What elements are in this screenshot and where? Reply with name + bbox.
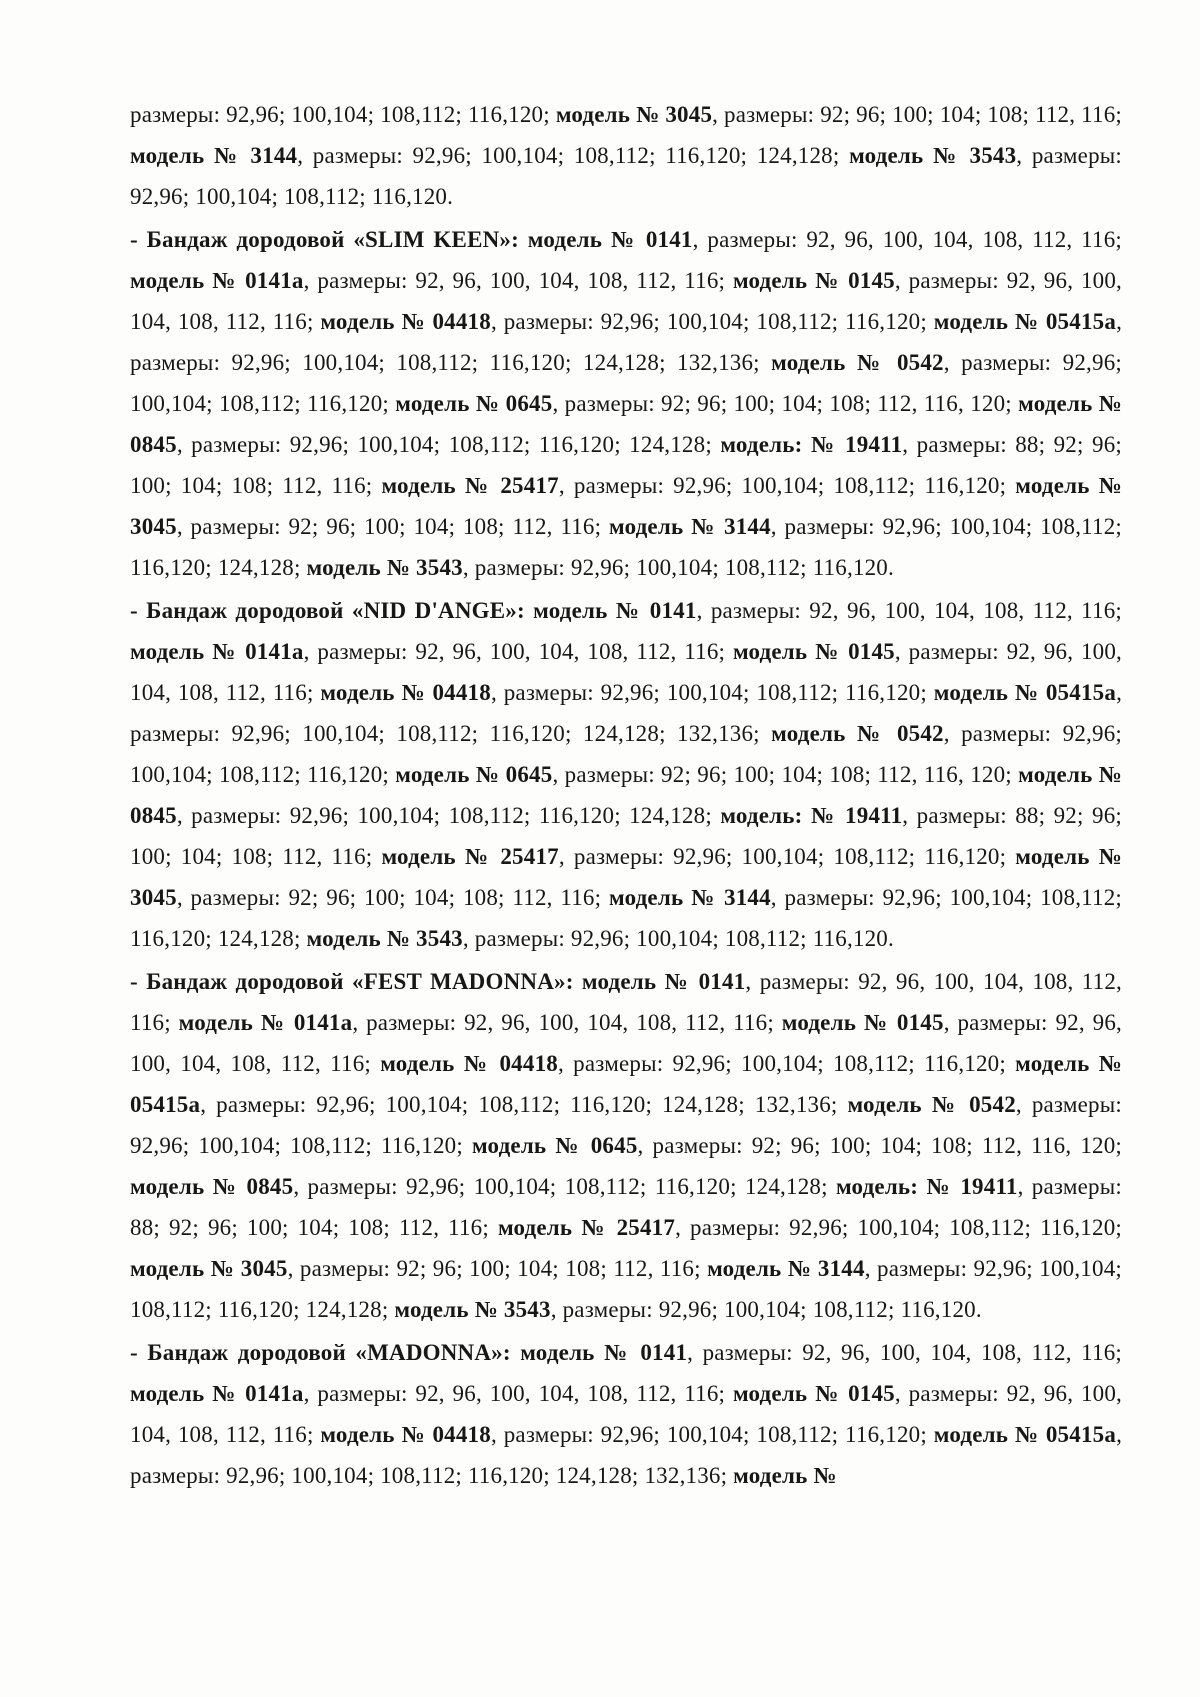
model-number: модель № 0542 [771, 350, 944, 375]
sizes-text: , размеры: 92,96; 100,104; 108,112; 116,120; [130, 721, 1122, 787]
sizes-text: , размеры: 92,96; 100,104; 108,112; 116,120. [550, 1297, 982, 1322]
paragraph-continued-sizes [130, 94, 1122, 217]
sizes-text: , размеры: 92, 96, 100, 104, 108, 112, 116; [692, 227, 1122, 252]
sizes-text: , размеры: 92,96; 100,104; 108,112; 116,120; 124,128; 132,136; [130, 680, 1123, 746]
sizes-text: , размеры: 92, 96, 100, 104, 108, 112, 116; [303, 1381, 733, 1406]
model-number: модель: № 19411 [835, 1174, 1018, 1199]
sizes-text: , размеры: 92, 96, 100, 104, 108, 112, 116; [130, 268, 1123, 334]
sizes-text: , размеры: 92,96; 100,104; 108,112; 116,120; [490, 309, 934, 334]
model-number: модель № 3144 [130, 143, 298, 168]
model-number: модель № 0645 [395, 762, 553, 787]
sizes-text: , размеры: 92,96; 100,104; 108,112; 116,120; 124,128; 132,136; [130, 309, 1123, 375]
sizes-text: , размеры: 92,96; 100,104; 108,112; 116,120; 124,128; [130, 1256, 1122, 1322]
model-number: модель № 3543 [849, 143, 1017, 168]
sizes-text: , размеры: 92,96; 100,104; 108,112; 116,120; [490, 680, 934, 705]
model-number: модель № 0542 [771, 721, 944, 746]
sizes-text: , размеры: 92; 96; 100; 104; 108; 112, 116; [287, 1256, 708, 1281]
sizes-text: , размеры: 92,96; 100,104; 108,112; 116,120; [130, 350, 1122, 416]
sizes-text: , размеры: 92,96; 100,104; 108,112; 116,120. [130, 143, 1123, 209]
sizes-text: , размеры: 92; 96; 100; 104; 108; 112, 116, 120; [637, 1133, 1123, 1158]
sizes-text: , размеры: 92,96; 100,104; 108,112; 116,120; 124,128; 132,136; [200, 1092, 848, 1117]
section-header: - Бандаж дородовой «MADONNA»: [130, 1340, 521, 1365]
model-number: модель № 0141а [130, 1381, 304, 1406]
paragraph-bandage-slim-keen [130, 219, 1122, 588]
model-number: модель № 0141 [527, 227, 693, 252]
sizes-text: , размеры: 92,96; 100,104; 108,112; 116,120; [490, 1422, 934, 1447]
model-number: модель № 25417 [381, 473, 559, 498]
sizes-text: , размеры: 92,96; 100,104; 108,112; 116,120; [130, 1092, 1122, 1158]
sizes-text: , размеры: 92,96; 100,104; 108,112; 116,120; [558, 473, 1016, 498]
model-number: модель № 25417 [381, 844, 559, 869]
model-number: модель № 3543 [306, 926, 463, 951]
model-number: модель № 05415а [933, 1422, 1117, 1447]
sizes-text: размеры: 92,96; 100,104; 108,112; 116,120; [130, 102, 556, 127]
sizes-text: , размеры: 92,96; 100,104; 108,112; 116,120; 124,128; 132,136; [130, 1422, 1123, 1488]
model-number: модель № 0145 [732, 268, 895, 293]
model-number: модель № 04418 [320, 309, 491, 334]
model-number: модель № 0845 [130, 1174, 294, 1199]
model-number: модель № 0542 [847, 1092, 1016, 1117]
model-number: модель № 0141 [581, 969, 746, 994]
sizes-text: , размеры: 92,96; 100,104; 108,112; 116,120; 124,128; [130, 885, 1122, 951]
model-number: модель № 3045 [130, 844, 1122, 910]
model-number: модель № 0645 [471, 1133, 638, 1158]
sizes-text: , размеры: 92; 96; 100; 104; 108; 112, 116; [176, 514, 609, 539]
model-number: модель № 0845 [130, 391, 1122, 457]
model-number: модель № 0145 [781, 1010, 944, 1035]
sizes-text: , размеры: 92; 96; 100; 104; 108; 112, 116; [712, 102, 1123, 127]
sizes-text: , размеры: 92, 96, 100, 104, 108, 112, 116; [352, 1010, 782, 1035]
sizes-text: , размеры: 92,96; 100,104; 108,112; 116,120; [675, 1215, 1122, 1240]
section-header: - Бандаж дородовой «FEST MADONNA»: [130, 969, 582, 994]
model-number: модель № 05415а [933, 680, 1117, 705]
sizes-text: , размеры: 88; 92; 96; 100; 104; 108; 112, 116; [130, 1174, 1122, 1240]
model-number: модель № 3045 [555, 102, 713, 127]
model-number: модель № 3144 [609, 885, 771, 910]
model-number: модель № 0145 [732, 1381, 895, 1406]
model-number: модель № 3543 [394, 1297, 551, 1322]
model-number: модель № 0845 [130, 762, 1122, 828]
model-number: модель № 25417 [497, 1215, 676, 1240]
model-number: модель № 3144 [707, 1256, 865, 1281]
model-number: модель № 0141а [130, 268, 304, 293]
section-header: - Бандаж дородовой «NID D'ANGE»: [130, 598, 534, 623]
paragraph-bandage-fest-madonna [130, 961, 1122, 1330]
section-header: - Бандаж дородовой «SLIM KEEN»: [130, 227, 528, 252]
sizes-text: , размеры: 92,96; 100,104; 108,112; 116,120; 124,128; [176, 432, 721, 457]
sizes-text: , размеры: 92; 96; 100; 104; 108; 112, 116, 120; [552, 762, 1019, 787]
sizes-text: , размеры: 92, 96, 100, 104, 108, 112, 116; [130, 1010, 1122, 1076]
sizes-text: , размеры: 92,96; 100,104; 108,112; 116,120. [462, 555, 894, 580]
model-number: модель: № 19411 [720, 803, 903, 828]
model-number: модель № 05415а [130, 1051, 1122, 1117]
model-number: модель № [733, 1463, 837, 1488]
model-number: модель № 0141 [520, 1340, 688, 1365]
sizes-text: , размеры: 88; 92; 96; 100; 104; 108; 112, 116; [130, 432, 1122, 498]
model-number: модель: № 19411 [720, 432, 903, 457]
sizes-text: , размеры: 88; 92; 96; 100; 104; 108; 112, 116; [130, 803, 1122, 869]
sizes-text: , размеры: 92,96; 100,104; 108,112; 116,120. [462, 926, 894, 951]
document-text [130, 94, 1122, 1498]
sizes-text: , размеры: 92,96; 100,104; 108,112; 116,120; 124,128; [176, 803, 721, 828]
sizes-text: , размеры: 92,96; 100,104; 108,112; 116,120; [557, 1051, 1016, 1076]
sizes-text: , размеры: 92, 96, 100, 104, 108, 112, 116; [303, 268, 733, 293]
sizes-text: 124,128; [744, 1174, 836, 1199]
sizes-text: , размеры: 92, 96, 100, 104, 108, 112, 116; [303, 639, 733, 664]
sizes-text: , размеры: 92, 96, 100, 104, 108, 112, 116; [130, 1381, 1123, 1447]
paragraph-bandage-nid-dange [130, 590, 1122, 959]
sizes-text: , размеры: 92,96; 100,104; 108,112; 116,120; 124,128; [297, 143, 850, 168]
model-number: модель № 0141 [533, 598, 697, 623]
sizes-text: , размеры: 92, 96, 100, 104, 108, 112, 116; [696, 598, 1122, 623]
model-number: модель № 3144 [609, 514, 771, 539]
model-number: модель № 04418 [380, 1051, 558, 1076]
model-number: модель № 0141а [178, 1010, 353, 1035]
model-number: модель № 04418 [320, 680, 491, 705]
model-number: модель № 0145 [732, 639, 895, 664]
model-number: модель № 3045 [130, 473, 1122, 539]
sizes-text: , размеры: 92, 96, 100, 104, 108, 112, 116; [130, 969, 1122, 1035]
sizes-text: , размеры: 92,96; 100,104; 108,112; 116,120; 124,128; [130, 514, 1122, 580]
sizes-text: , размеры: 92; 96; 100; 104; 108; 112, 116; [176, 885, 609, 910]
sizes-text: , размеры: 92,96; 100,104; 108,112; 116,120; [558, 844, 1016, 869]
model-number: модель № 05415а [933, 309, 1117, 334]
model-number: модель № 0141а [130, 639, 304, 664]
model-number: модель № 04418 [320, 1422, 491, 1447]
model-number: модель № 3543 [306, 555, 463, 580]
model-number: модель № 3045 [130, 1256, 288, 1281]
paragraph-bandage-madonna [130, 1332, 1122, 1496]
sizes-text: , размеры: 92, 96, 100, 104, 108, 112, 116; [130, 639, 1123, 705]
sizes-text: , размеры: 92,96; 100,104; 108,112; 116,120; [293, 1174, 745, 1199]
sizes-text: , размеры: 92; 96; 100; 104; 108; 112, 116, 120; [552, 391, 1019, 416]
model-number: модель № 0645 [395, 391, 553, 416]
sizes-text: , размеры: 92, 96, 100, 104, 108, 112, 116; [687, 1340, 1123, 1365]
